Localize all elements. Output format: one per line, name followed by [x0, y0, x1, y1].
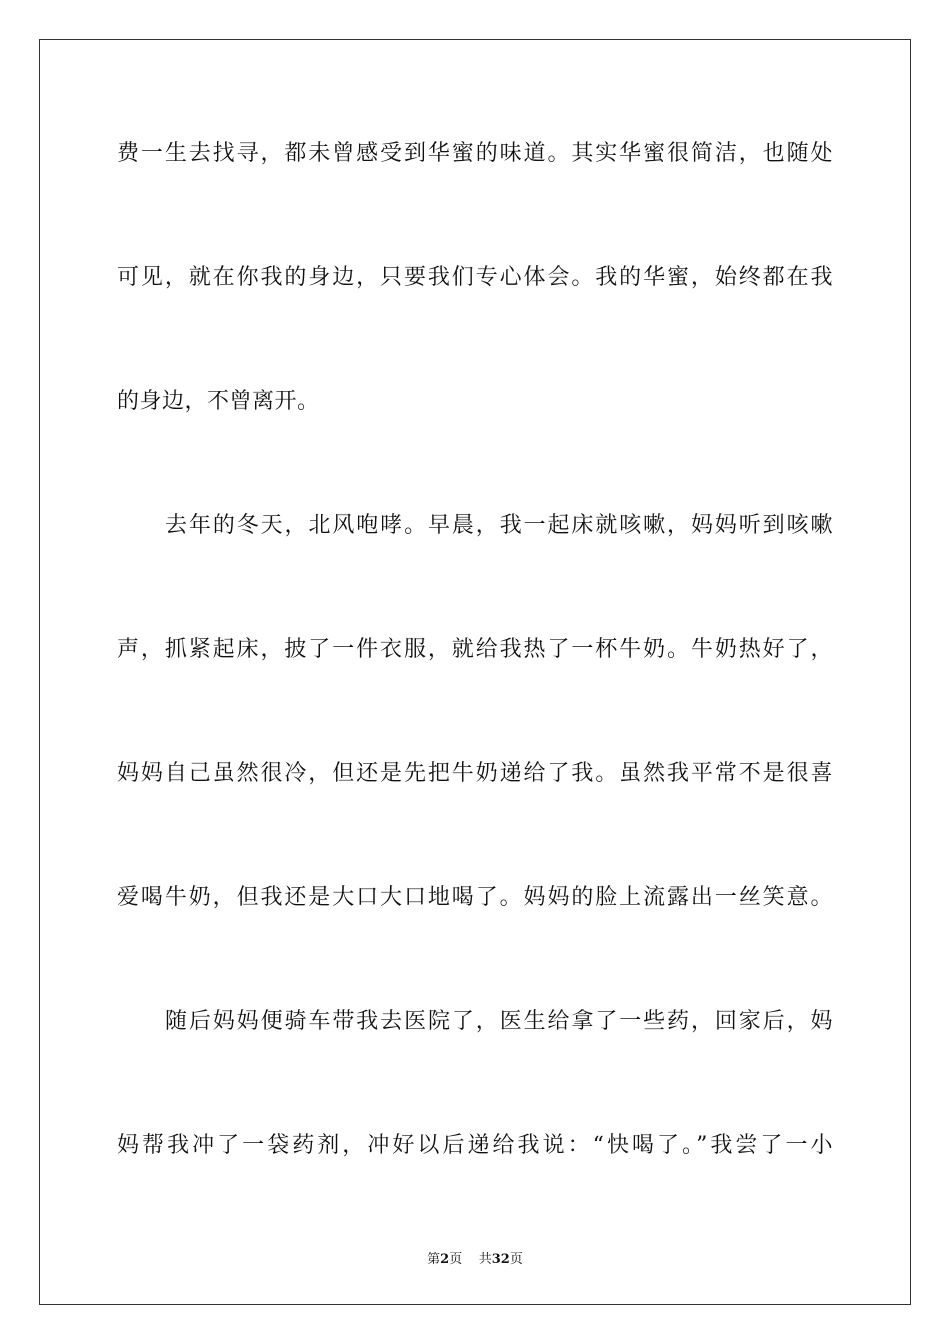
- total-suffix: 页: [509, 1252, 523, 1267]
- text-line-9: 妈帮我冲了一袋药剂，冲好以后递给我说：“快喝了。”我尝了一小: [117, 1133, 833, 1158]
- document-body: [117, 125, 833, 1241]
- text-line-4: 去年的冬天，北风咆哮。早晨，我一起床就咳嗽，妈妈听到咳嗽: [165, 513, 833, 538]
- page-suffix: 页: [449, 1252, 463, 1267]
- page-number: 2: [440, 1252, 450, 1267]
- total-prefix: 共: [478, 1252, 492, 1267]
- text-line-3: 的身边，不曾离开。: [117, 389, 320, 414]
- page-prefix: 第: [427, 1252, 441, 1267]
- text-line-7: 爱喝牛奶，但我还是大口大口地喝了。妈妈的脸上流露出一丝笑意。: [117, 885, 833, 910]
- text-line-1: 费一生去找寻，都未曾感受到华蜜的味道。其实华蜜很简洁，也随处: [117, 141, 833, 166]
- text-line-5: 声，抓紧起床，披了一件衣服，就给我热了一杯牛奶。牛奶热好了，: [117, 637, 833, 662]
- total-pages: 32: [491, 1252, 510, 1267]
- text-line-6: 妈妈自己虽然很冷，但还是先把牛奶递给了我。虽然我平常不是很喜: [117, 761, 833, 786]
- text-line-8: 随后妈妈便骑车带我去医院了，医生给拿了一些药，回家后，妈: [165, 1009, 833, 1034]
- page-footer: [0, 1248, 950, 1267]
- text-line-2: 可见，就在你我的身边，只要我们专心体会。我的华蜜，始终都在我: [117, 265, 833, 290]
